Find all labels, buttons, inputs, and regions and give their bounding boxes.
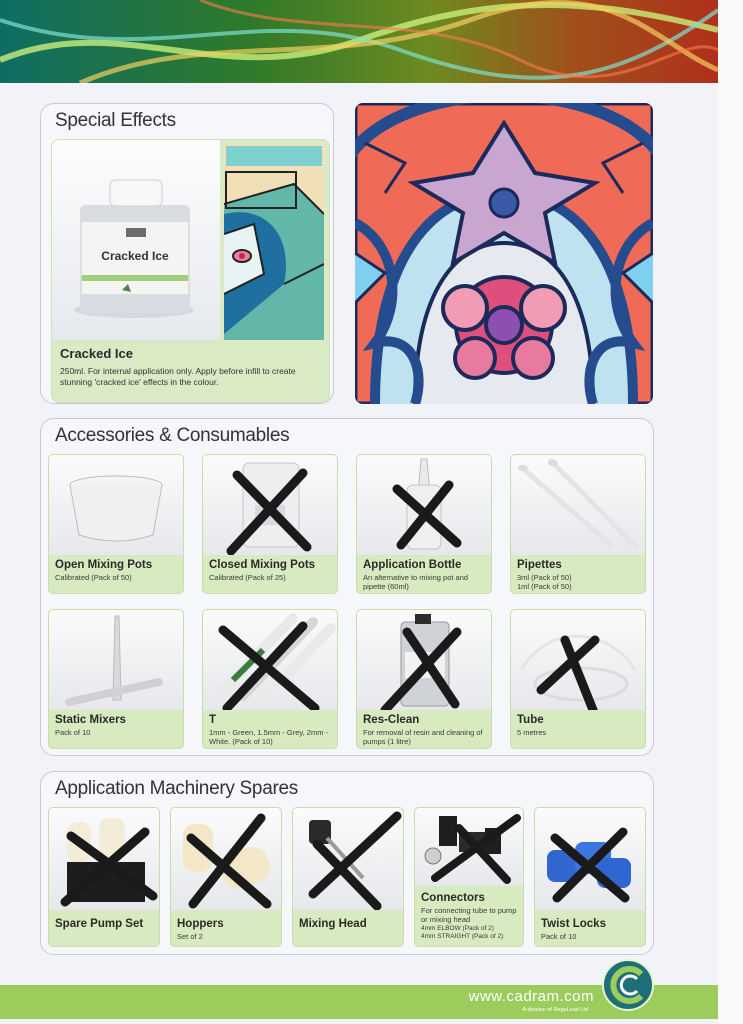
product-desc: For removal of resin and cleaning of pumps (1 litre) [363,728,483,746]
page-margin [718,0,743,1024]
mixing-head-photo [293,808,403,910]
product-name: Res-Clean [363,714,420,726]
product-card-connectors[interactable] [414,807,524,947]
tube-photo [511,610,645,710]
application-bottle-photo [357,455,491,555]
product-card-hoppers[interactable] [170,807,282,947]
website-link[interactable]: www.cadram.com [468,988,594,1005]
product-name: Spare Pump Set [55,918,144,930]
tips-photo [203,610,337,710]
tin-label: Cracked Ice [101,249,169,263]
product-desc: Pack of 10 [541,932,577,941]
product-desc: Pack of 10 [55,728,91,737]
connectors-photo [415,808,523,886]
product-desc: Calibrated (Pack of 50) [55,573,132,582]
section-title: Special Effects [55,110,176,131]
header-banner [0,0,718,83]
product-name: Static Mixers [55,714,126,726]
stained-glass-sample [224,144,324,340]
cracked-ice-description: 250ml. For internal application only. Apply before infill to create stunning 'cracked ice' effects in the colour. [60,366,296,387]
product-desc: 5 metres [517,728,547,737]
product-card-spare-pump-set[interactable] [48,807,160,947]
section-title: Accessories & Consumables [55,425,290,446]
stained-glass-window-image [355,103,653,404]
cracked-ice-card[interactable] [51,139,330,403]
product-name: T [209,714,217,726]
cracked-ice-photo [52,140,220,340]
company-subtitle: A division of RegaLead Ltd [522,1007,588,1013]
product-card-application-bottle[interactable] [356,454,492,594]
twist-locks-photo [535,808,645,910]
product-desc: For connecting tube to pump or mixing head [421,906,517,924]
product-desc: Calibrated (Pack of 25) [209,573,286,582]
special-effects-section [40,103,334,404]
product-name: Hoppers [177,918,224,930]
product-card-tube[interactable] [510,609,646,749]
product-desc: 1mm - Green, 1.5mm - Grey, 2mm - White. (Pack of 10) [209,728,329,746]
product-desc-extra: 4mm ELBOW (Pack of 2) 4mm STRAIGHT (Pack of 2) [421,925,504,940]
product-desc: Set of 2 [177,932,203,941]
product-card-open-mixing-pots[interactable] [48,454,184,594]
product-card-res-clean[interactable] [356,609,492,749]
res-clean-photo [357,610,491,710]
product-name: Twist Locks [541,918,606,930]
section-title: Application Machinery Spares [55,778,298,799]
product-card-closed-mixing-pots[interactable] [202,454,338,594]
product-name: Mixing Head [299,918,367,930]
product-card-static-mixers[interactable] [48,609,184,749]
product-name: Connectors [421,892,485,904]
product-name: Closed Mixing Pots [209,559,316,571]
product-name: Open Mixing Pots [55,559,153,571]
product-name: Tube [517,714,544,726]
product-desc: 3ml (Pack of 50) 1ml (Pack of 50) [517,573,572,591]
product-card-pipettes[interactable] [510,454,646,594]
product-card-mixing-head[interactable] [292,807,404,947]
static-mixers-photo [49,610,183,710]
product-name: Pipettes [517,559,562,571]
product-card-tips[interactable] [202,609,338,749]
open-mixing-pots-photo [49,455,183,555]
product-desc: An alternative to mixing pot and pipette (60ml) [363,573,469,591]
spare-pump-set-photo [49,808,159,910]
product-name: Application Bottle [363,559,462,571]
closed-mixing-pots-photo [203,455,337,555]
cadram-logo-icon [601,958,655,1012]
hoppers-photo [171,808,281,910]
pipettes-photo [511,455,645,555]
cracked-ice-name: Cracked Ice [60,346,133,361]
product-card-twist-locks[interactable] [534,807,646,947]
